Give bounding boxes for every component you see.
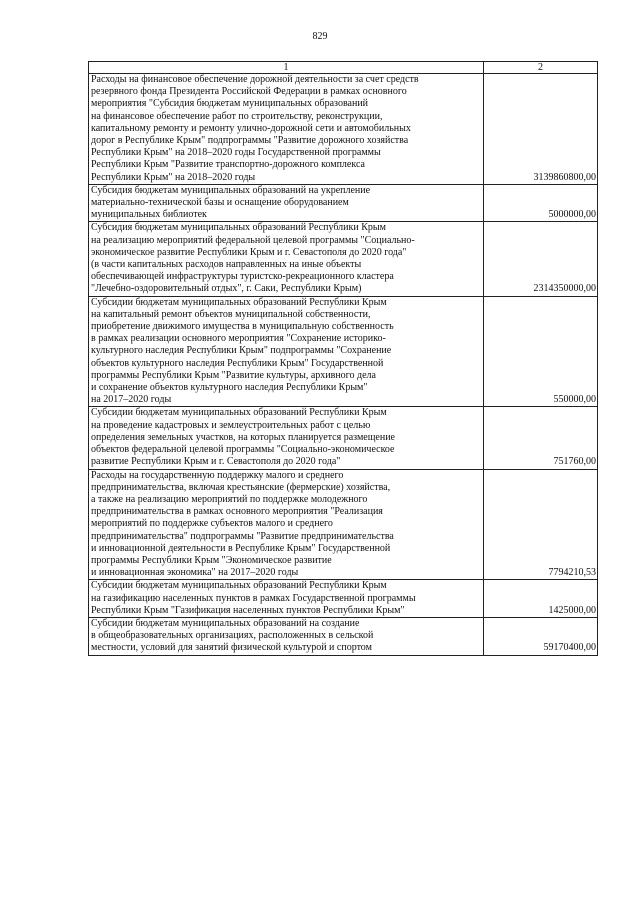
column-header-amount: 2 bbox=[484, 62, 598, 74]
column-header-description: 1 bbox=[89, 62, 484, 74]
table-row bbox=[89, 580, 598, 618]
row-amount: 5000000,00 bbox=[484, 184, 598, 222]
table-row bbox=[89, 617, 598, 655]
row-amount: 7794210,53 bbox=[484, 469, 598, 580]
table-row bbox=[89, 407, 598, 469]
row-description: Субсидии бюджетам муниципальных образований Республики Крым на газификацию населенных пунктов в рамках Государственной программы Республики Крым "Газификация населенных пунктов Республики Крым" bbox=[89, 580, 484, 618]
row-amount: 2314350000,00 bbox=[484, 222, 598, 296]
row-description: Субсидия бюджетам муниципальных образований на укрепление материально-технической базы и оснащение оборудованием муниципальных библиотек bbox=[89, 184, 484, 222]
table-row bbox=[89, 469, 598, 580]
row-description: Субсидия бюджетам муниципальных образований Республики Крым на реализацию мероприятий федеральной целевой программы "Социально- экономическое развитие Республики Крым и г. Севастополя до 2020 года" (в части капитальных расходов направленных на иные объекты обеспечивающей инфраструктуры туристско-рекреационного кластера "Лечебно-оздоровительный отдых", г. Саки, Республики Крым) bbox=[89, 222, 484, 296]
budget-table bbox=[88, 61, 598, 656]
row-description: Субсидии бюджетам муниципальных образований на создание в общеобразовательных организациях, расположенных в сельской местности, условий для занятий физической культурой и спортом bbox=[89, 617, 484, 655]
table-row bbox=[89, 296, 598, 407]
row-description: Расходы на государственную поддержку малого и среднего предпринимательства, включая крестьянские (фермерские) хозяйства, а также на реализацию мероприятий по поддержке молодежного предпринимательства в рамках основного мероприятия "Реализация мероприятий по поддержке субъектов малого и среднего предпринимательства" подпрограммы "Развитие предпринимательства и инновационной деятельности в Республике Крым" Государственной программы Республики Крым "Экономическое развитие и инновационная экономика" на 2017–2020 годы bbox=[89, 469, 484, 580]
row-amount: 1425000,00 bbox=[484, 580, 598, 618]
row-description: Субсидии бюджетам муниципальных образований Республики Крым на капитальный ремонт объектов муниципальной собственности, приобретение движимого имущества в муниципальную собственность в рамках реализации основного мероприятия "Сохранение историко- культурного наследия Республики Крым" подпрограммы "Сохранение объектов культурного наследия Республики Крым" Государственной программы Республики Крым "Развитие культуры, архивного дела и сохранение объектов культурного наследия Республики Крым" на 2017–2020 годы bbox=[89, 296, 484, 407]
row-amount: 550000,00 bbox=[484, 296, 598, 407]
row-description: Субсидии бюджетам муниципальных образований Республики Крым на проведение кадастровых и землеустроительных работ с целью определения земельных участков, на которых планируется размещение объектов федеральной целевой программы "Социально-экономическое развитие Республики Крым и г. Севастополя до 2020 года" bbox=[89, 407, 484, 469]
page-number: 829 bbox=[312, 31, 328, 42]
table-row bbox=[89, 184, 598, 222]
row-amount: 59170400,00 bbox=[484, 617, 598, 655]
table-row bbox=[89, 222, 598, 296]
row-description: Расходы на финансовое обеспечение дорожной деятельности за счет средств резервного фонда Президента Российской Федерации в рамках основного мероприятия "Субсидия бюджетам муниципальных образований на финансовое обеспечение работ по строительству, реконструкции, капитальному ремонту и ремонту улично-дорожной сети и автомобильных дорог в Республике Крым" подпрограммы "Развитие дорожного хозяйства Республики Крым" на 2018–2020 годы Государственной программы Республики Крым "Развитие транспортно-дорожного комплекса Республики Крым" на 2018–2020 годы bbox=[89, 74, 484, 185]
table-header-row bbox=[89, 62, 598, 74]
table-row bbox=[89, 74, 598, 185]
row-amount: 3139860800,00 bbox=[484, 74, 598, 185]
row-amount: 751760,00 bbox=[484, 407, 598, 469]
